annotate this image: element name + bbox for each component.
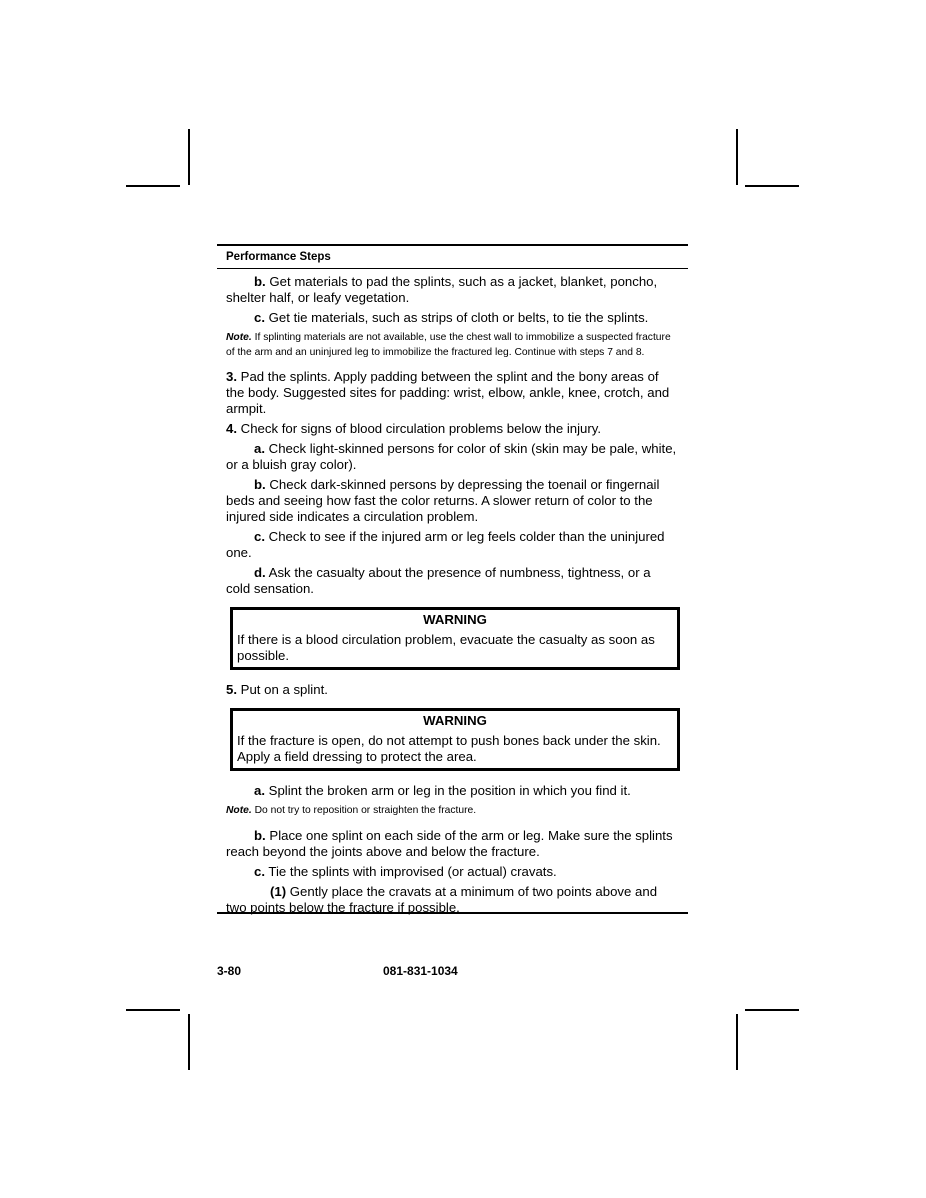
- warning-title: WARNING: [423, 713, 487, 728]
- step-5: 5. Put on a splint.: [226, 682, 328, 697]
- crop-mark: [126, 1009, 180, 1011]
- header-bottom-rule: [217, 268, 688, 269]
- step-3: 3. Pad the splints. Apply padding between the splint and the bony areas of the body. Suggested sites for padding: wrist, elbow, ankle, knee, crotch, and armpit.: [226, 369, 670, 416]
- step-4: 4. Check for signs of blood circulation problems below the injury.: [226, 421, 602, 436]
- warning-box-circulation: [230, 607, 680, 670]
- step-4a: a. Check light-skinned persons for color of skin (skin may be pale, white, or a bluish gray color).: [226, 441, 677, 472]
- step-2b: b. Get materials to pad the splints, such as a jacket, blanket, poncho, shelter half, or leafy vegetation.: [226, 274, 658, 305]
- step-5b: b. Place one splint on each side of the arm or leg. Make sure the splints reach beyond the joints above and below the fracture.: [226, 828, 673, 859]
- crop-mark: [736, 129, 738, 185]
- step-5c: c. Tie the splints with improvised (or actual) cravats.: [254, 864, 557, 879]
- crop-mark: [745, 1009, 799, 1011]
- step-5a: a. Splint the broken arm or leg in the position in which you find it.: [254, 783, 631, 798]
- crop-mark: [188, 1014, 190, 1070]
- note-reposition: Note. Do not try to reposition or straighten the fracture.: [226, 805, 477, 816]
- header-top-rule: [217, 244, 688, 246]
- step-2c: c. Get tie materials, such as strips of cloth or belts, to tie the splints.: [254, 310, 649, 325]
- crop-mark: [745, 185, 799, 187]
- step-4b: b. Check dark-skinned persons by depressing the toenail or fingernail beds and seeing how fast the color returns. A slower return of color to the injured side indicates a circulation problem.: [226, 477, 660, 524]
- note-splinting: Note. If splinting materials are not available, use the chest wall to immobilize a suspected fracture of the arm and an uninjured leg to immobilize the fractured leg. Continue with steps 7 and 8.: [226, 332, 671, 358]
- step-4c: c. Check to see if the injured arm or leg feels colder than the uninjured one.: [226, 529, 665, 560]
- content-body: [226, 274, 678, 920]
- warning-box-open-fracture: [230, 708, 680, 771]
- crop-mark: [188, 129, 190, 185]
- step-4d: d. Ask the casualty about the presence of numbness, tightness, or a cold sensation.: [226, 565, 651, 596]
- warning-text: If the fracture is open, do not attempt to push bones back under the skin. Apply a field dressing to protect the area.: [237, 733, 661, 764]
- document-code: 081-831-1034: [383, 964, 458, 978]
- page-number: 3-80: [217, 964, 242, 978]
- crop-mark: [126, 185, 180, 187]
- section-heading: Performance Steps: [226, 251, 331, 263]
- crop-mark: [736, 1014, 738, 1070]
- warning-title: WARNING: [423, 612, 487, 627]
- warning-text: If there is a blood circulation problem, evacuate the casualty as soon as possible.: [237, 632, 655, 663]
- step-5c-1: (1) Gently place the cravats at a minimum of two points above and two points below the fracture if possible.: [226, 884, 658, 915]
